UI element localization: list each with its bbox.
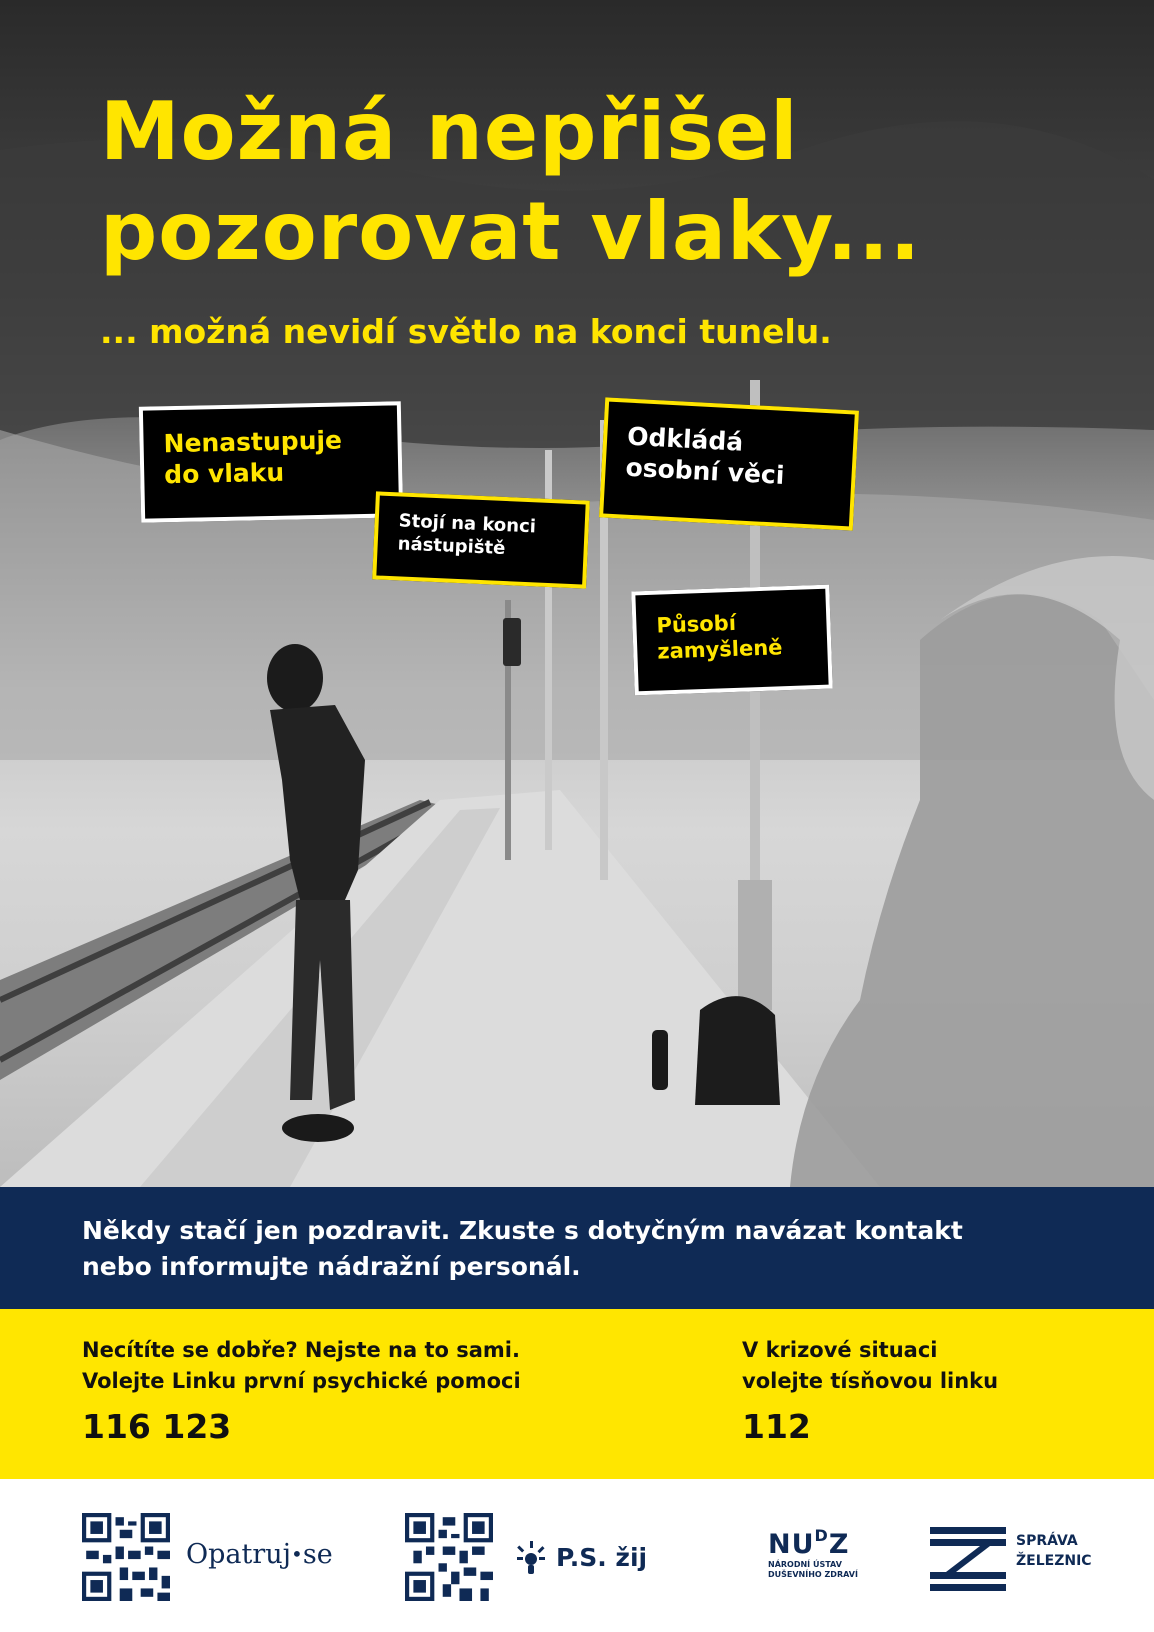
sign-end-of-platform xyxy=(372,491,590,588)
help-right-number: 112 xyxy=(742,1407,811,1446)
szd-logo-text[interactable] xyxy=(1016,1531,1092,1571)
nudz-logo[interactable] xyxy=(768,1526,858,1580)
headline xyxy=(100,82,921,282)
sign-seems-pensive xyxy=(631,585,833,696)
headline-line2: pozorovat vlaky... xyxy=(100,185,922,278)
lightbulb-icon xyxy=(513,1541,547,1577)
ps-zij-logo[interactable]: P.S. žij xyxy=(556,1543,648,1572)
help-left-number: 116 123 xyxy=(82,1407,232,1446)
szd-line2: ŽELEZNIC xyxy=(1016,1553,1092,1569)
sign-seems-pensive-text: Působí zamyšleně xyxy=(656,610,783,664)
szd-logo-icon[interactable] xyxy=(930,1527,1006,1591)
nudz-letters2: Z xyxy=(828,1529,850,1560)
opatruj-prefix: Opatruj xyxy=(186,1539,292,1570)
sign-not-boarding xyxy=(139,401,403,522)
advice-text: Někdy stačí jen pozdravit. Zkuste s dotyčným navázat kontakt nebo informujte nádražní personál. xyxy=(82,1216,963,1281)
advice-banner xyxy=(0,1187,1154,1309)
szd-line1: SPRÁVA xyxy=(1016,1533,1078,1549)
subheadline: ... možná nevidí světlo na konci tunelu. xyxy=(100,312,832,351)
qr-code-icon[interactable] xyxy=(82,1513,170,1601)
sign-not-boarding-text: Nenastupuje do vlaku xyxy=(163,425,343,490)
nudz-super: D xyxy=(814,1526,829,1545)
help-right-text: V krizové situaci volejte tísňovou linku xyxy=(742,1338,999,1393)
opatruj-suffix: se xyxy=(302,1539,333,1570)
sign-leaves-belongings-text: Odkládá osobní věci xyxy=(624,421,786,491)
qr-code-icon[interactable] xyxy=(405,1513,493,1601)
nudz-line1: NÁRODNÍ ÚSTAV xyxy=(768,1560,842,1569)
nudz-letters: NU xyxy=(768,1529,815,1560)
dot-icon: • xyxy=(291,1542,303,1566)
nudz-line2: DUŠEVNÍHO ZDRAVÍ xyxy=(768,1570,858,1579)
headline-line1: Možná nepřišel xyxy=(100,85,799,178)
opatruj-se-logo[interactable] xyxy=(186,1539,333,1570)
help-band xyxy=(0,1309,1154,1479)
footer-logos xyxy=(0,1479,1154,1632)
sign-leaves-belongings xyxy=(599,397,859,530)
sign-end-of-platform-text: Stojí na konci nástupiště xyxy=(397,510,537,559)
help-left-text: Necítíte se dobře? Nejste na to sami. Volejte Linku první psychické pomoci xyxy=(82,1338,521,1393)
